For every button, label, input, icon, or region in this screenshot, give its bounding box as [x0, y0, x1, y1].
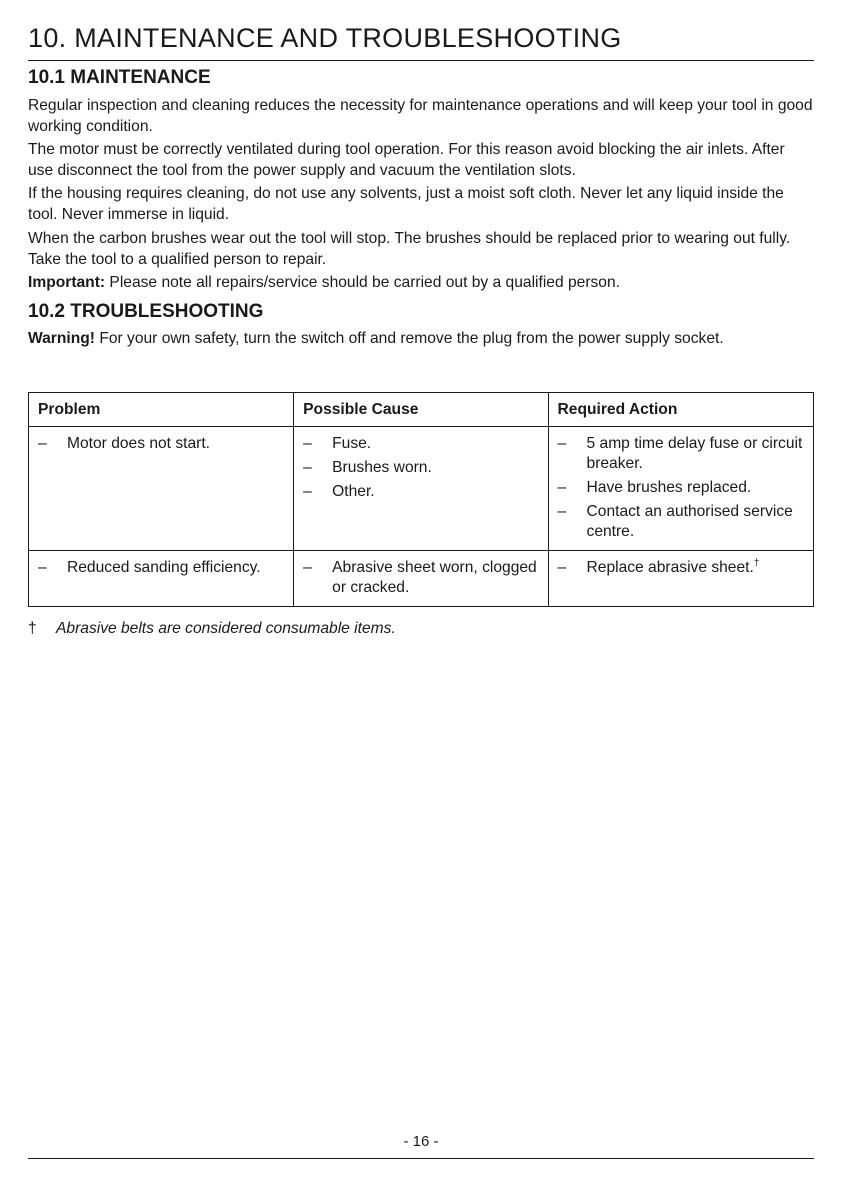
list-item — [303, 434, 539, 454]
problem-cell — [29, 427, 294, 551]
maintenance-paragraph-3: If the housing requires cleaning, do not use any solvents, just a moist soft cloth. Never let any liquid inside the tool. Never immerse in liquid. — [28, 185, 784, 223]
cause-cell — [294, 427, 548, 551]
page-number: - 16 - — [403, 1133, 439, 1150]
important-label: Important: — [28, 274, 106, 291]
warning-text: For your own safety, turn the switch off and remove the plug from the power supply socket. — [94, 330, 724, 347]
dash-mark: – — [557, 479, 567, 496]
action-text: 5 amp time delay fuse or circuit breaker. — [586, 435, 803, 472]
header-problem: Problem — [29, 393, 294, 427]
list-item — [303, 482, 539, 502]
list-item — [38, 434, 285, 454]
dash-mark: – — [303, 435, 312, 452]
warning-note — [28, 328, 814, 349]
cause-text: Brushes worn. — [332, 459, 432, 476]
chapter-divider — [28, 60, 814, 61]
action-cell — [548, 551, 813, 607]
maintenance-paragraph-2: The motor must be correctly ventilated during tool operation. For this reason avoid blocking the air inlets. After use disconnect the tool from the power supply and vacuum the ventilation slots. — [28, 141, 785, 179]
table-header-row — [29, 393, 814, 427]
dash-mark: – — [38, 559, 47, 576]
header-possible-cause: Possible Cause — [294, 393, 548, 427]
header-required-action: Required Action — [548, 393, 813, 427]
list-item — [558, 478, 805, 498]
action-text: Contact an authorised service centre. — [586, 503, 793, 540]
list-item — [303, 558, 539, 598]
table-row — [29, 551, 814, 607]
dash-mark: – — [303, 483, 312, 500]
list-item — [38, 558, 285, 578]
cause-text: Abrasive sheet worn, clogged or cracked. — [332, 559, 537, 596]
dash-mark: – — [557, 435, 567, 452]
warning-label: Warning! — [28, 330, 95, 347]
dagger-mark: † — [753, 557, 760, 569]
dash-mark: – — [557, 503, 567, 520]
footer-divider — [28, 1158, 814, 1159]
important-note — [28, 272, 814, 293]
action-text: Replace abrasive sheet. — [586, 559, 754, 576]
dash-mark: – — [303, 459, 312, 476]
table-row — [29, 427, 814, 551]
cause-cell — [294, 551, 548, 607]
dash-mark: – — [38, 435, 47, 452]
maintenance-paragraph-4: When the carbon brushes wear out the tool will stop. The brushes should be replaced prior to wearing out fully. Take the tool to a qualified person to repair. — [28, 230, 791, 268]
list-item — [558, 502, 805, 542]
problem-text: Reduced sanding efficiency. — [67, 559, 261, 576]
dash-mark: – — [303, 559, 312, 576]
troubleshooting-heading: 10.2 TROUBLESHOOTING — [28, 301, 264, 322]
list-item — [303, 458, 539, 478]
footnote-text: Abrasive belts are considered consumable items. — [56, 620, 396, 637]
action-cell — [548, 427, 813, 551]
maintenance-heading: 10.1 MAINTENANCE — [28, 67, 211, 88]
footnote-dagger: † — [28, 620, 37, 637]
cause-text: Other. — [332, 483, 375, 500]
dash-mark: – — [557, 559, 567, 576]
action-text: Have brushes replaced. — [586, 479, 752, 496]
cause-text: Fuse. — [332, 435, 372, 452]
maintenance-paragraph-1: Regular inspection and cleaning reduces the necessity for maintenance operations and will keep your tool in good working condition. — [28, 97, 813, 135]
footnote — [28, 620, 396, 638]
chapter-title: 10. MAINTENANCE AND TROUBLESHOOTING — [28, 23, 622, 53]
important-text: Please note all repairs/service should be carried out by a qualified person. — [105, 274, 620, 291]
list-item — [558, 434, 805, 474]
problem-text: Motor does not start. — [67, 435, 211, 452]
problem-cell — [29, 551, 294, 607]
list-item — [558, 558, 805, 578]
troubleshooting-table — [28, 392, 814, 607]
